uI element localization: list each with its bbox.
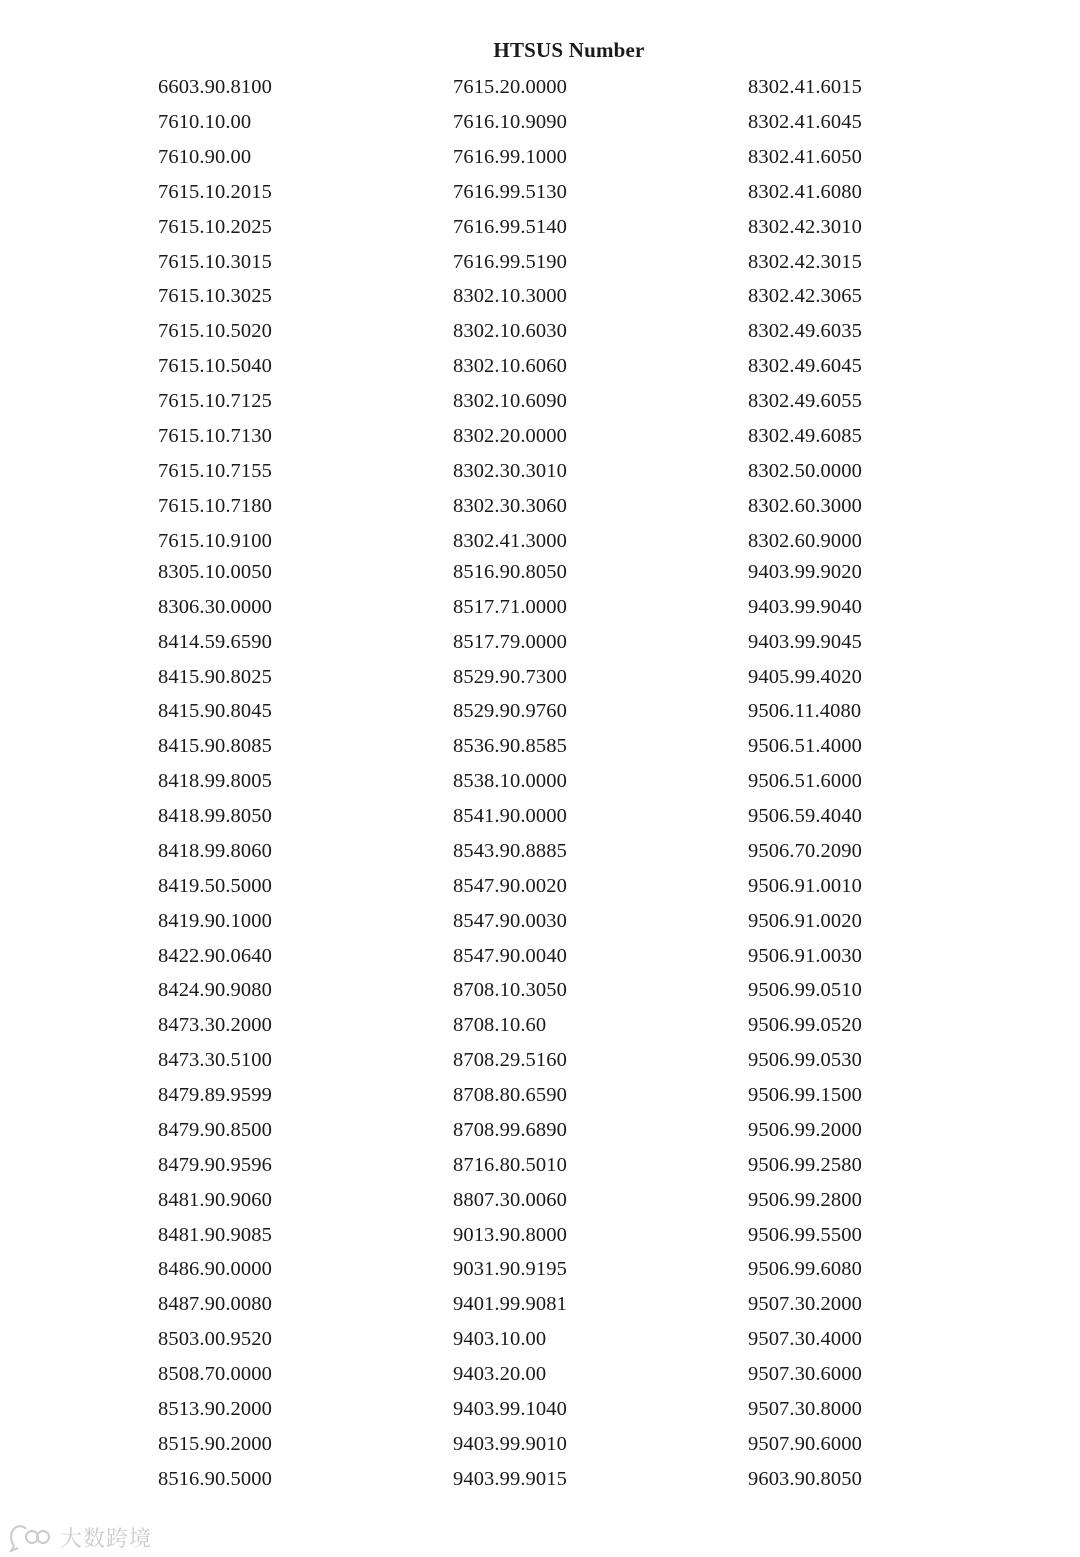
htsus-code-cell: 8302.10.6030 (453, 320, 567, 343)
htsus-code-cell: 8302.49.6085 (748, 425, 862, 447)
htsus-code-cell: 9506.91.0020 (748, 909, 862, 932)
htsus-code-cell: 7615.10.7125 (158, 390, 272, 413)
htsus-code-cell: 9405.99.4020 (748, 665, 862, 688)
htsus-code-cell: 8418.99.8050 (158, 805, 272, 828)
htsus-code-cell: 8517.71.0000 (453, 595, 567, 618)
htsus-code-cell: 7616.99.5190 (453, 250, 567, 273)
htsus-code-cell: 9403.99.9040 (748, 595, 862, 618)
htsus-code-cell: 9507.30.6000 (748, 1363, 862, 1385)
htsus-code-cell: 9506.99.2000 (748, 1118, 862, 1141)
htsus-code-cell: 9403.99.9045 (748, 630, 862, 653)
htsus-code-cell: 9403.99.1040 (453, 1397, 567, 1420)
htsus-code-cell: 8302.60.9000 (748, 529, 862, 552)
htsus-code-cell: 7610.90.00 (158, 145, 252, 168)
htsus-code-cell: 7615.10.2025 (158, 215, 272, 238)
htsus-code-cell: 9506.51.4000 (748, 735, 862, 758)
htsus-code-cell: 9013.90.8000 (453, 1223, 567, 1246)
htsus-code-cell: 9031.90.9195 (453, 1258, 567, 1281)
htsus-code-cell: 9506.51.6000 (748, 770, 862, 793)
htsus-code-cell: 9506.99.5500 (748, 1223, 862, 1246)
htsus-code-cell: 6603.90.8100 (158, 76, 272, 98)
htsus-code-cell: 9506.59.4040 (748, 805, 862, 828)
htsus-code-cell: 9507.30.4000 (748, 1328, 862, 1351)
htsus-code-cell: 8479.89.9599 (158, 1084, 272, 1107)
htsus-code-cell: 8547.90.0040 (453, 944, 567, 967)
htsus-code-cell: 9506.99.0520 (748, 1014, 862, 1037)
htsus-code-cell: 8708.10.3050 (453, 979, 567, 1002)
htsus-code-cell: 8529.90.9760 (453, 700, 567, 723)
htsus-code-cell: 8415.90.8045 (158, 700, 272, 723)
htsus-code-cell: 9403.99.9010 (453, 1432, 567, 1455)
htsus-code-cell: 8529.90.7300 (453, 665, 567, 688)
htsus-code-cell: 9603.90.8050 (748, 1467, 862, 1490)
htsus-code-cell: 8419.50.5000 (158, 874, 272, 897)
htsus-code-cell: 7615.10.7180 (158, 494, 272, 517)
htsus-code-cell: 8473.30.2000 (158, 1014, 272, 1037)
htsus-code-cell: 8708.10.60 (453, 1014, 547, 1037)
htsus-code-cell: 8415.90.8025 (158, 665, 272, 688)
htsus-code-cell: 9506.11.4080 (748, 700, 862, 723)
htsus-code-cell: 8536.90.8585 (453, 735, 567, 758)
htsus-code-cell: 8418.99.8060 (158, 839, 272, 862)
htsus-code-cell: 8516.90.5000 (158, 1467, 272, 1490)
htsus-code-cell: 7615.10.7130 (158, 425, 272, 447)
htsus-code-cell: 9506.91.0010 (748, 874, 862, 897)
htsus-code-cell: 8302.30.3010 (453, 459, 567, 482)
htsus-code-cell: 8541.90.0000 (453, 805, 567, 828)
htsus-code-cell: 7610.10.00 (158, 110, 252, 133)
htsus-code-cell: 7615.10.5040 (158, 355, 272, 378)
htsus-code-cell: 8708.29.5160 (453, 1049, 567, 1072)
htsus-code-cell: 7615.10.3025 (158, 285, 272, 308)
htsus-code-cell: 8543.90.8885 (453, 839, 567, 862)
htsus-code-cell: 8305.10.0050 (158, 561, 272, 583)
htsus-code-cell: 8302.41.3000 (453, 529, 567, 552)
htsus-code-cell: 8302.41.6080 (748, 180, 862, 203)
htsus-code-cell: 8302.20.0000 (453, 425, 567, 447)
htsus-code-cell: 9507.90.6000 (748, 1432, 862, 1455)
htsus-code-cell: 8302.30.3060 (453, 494, 567, 517)
htsus-code-cell: 9506.99.6080 (748, 1258, 862, 1281)
htsus-code-cell: 9403.20.00 (453, 1363, 547, 1385)
htsus-code-cell: 7616.10.9090 (453, 110, 567, 133)
htsus-code-cell: 7616.99.1000 (453, 145, 567, 168)
htsus-code-cell: 7615.20.0000 (453, 76, 567, 98)
htsus-code-cell: 9401.99.9081 (453, 1293, 567, 1316)
htsus-code-cell: 8708.80.6590 (453, 1084, 567, 1107)
watermark-text: 大数跨境 (60, 1526, 153, 1552)
htsus-code-cell: 7615.10.9100 (158, 529, 272, 552)
htsus-code-cell: 8302.42.3015 (748, 250, 862, 273)
htsus-code-cell: 7616.99.5140 (453, 215, 567, 238)
htsus-code-cell: 9403.99.9020 (748, 561, 862, 583)
htsus-code-cell: 8807.30.0060 (453, 1188, 567, 1211)
htsus-code-cell: 8481.90.9060 (158, 1188, 272, 1211)
htsus-code-cell: 8708.99.6890 (453, 1118, 567, 1141)
htsus-code-cell: 8414.59.6590 (158, 630, 272, 653)
htsus-code-cell: 9506.99.0510 (748, 979, 862, 1002)
htsus-code-cell: 8547.90.0030 (453, 909, 567, 932)
htsus-code-cell: 8302.10.3000 (453, 285, 567, 308)
htsus-code-cell: 9506.70.2090 (748, 839, 862, 862)
htsus-code-cell: 8547.90.0020 (453, 874, 567, 897)
htsus-code-cell: 8418.99.8005 (158, 770, 272, 793)
htsus-code-cell: 7616.99.5130 (453, 180, 567, 203)
htsus-code-cell: 9506.99.2800 (748, 1188, 862, 1211)
htsus-code-cell: 9506.99.0530 (748, 1049, 862, 1072)
htsus-code-cell: 7615.10.3015 (158, 250, 272, 273)
htsus-code-cell: 8515.90.2000 (158, 1432, 272, 1455)
htsus-code-cell: 8306.30.0000 (158, 595, 272, 618)
htsus-code-cell: 8302.41.6015 (748, 76, 862, 98)
htsus-code-cell: 7615.10.2015 (158, 180, 272, 203)
htsus-code-cell: 8538.10.0000 (453, 770, 567, 793)
htsus-code-cell: 8479.90.9596 (158, 1153, 272, 1176)
htsus-code-cell: 9403.10.00 (453, 1328, 547, 1351)
htsus-code-cell: 8415.90.8085 (158, 735, 272, 758)
watermark-logo-icon (8, 1522, 52, 1552)
htsus-code-cell: 8517.79.0000 (453, 630, 567, 653)
page-title: HTSUS Number (493, 38, 645, 62)
htsus-code-cell: 9507.30.8000 (748, 1397, 862, 1420)
htsus-code-cell: 8516.90.8050 (453, 561, 567, 583)
htsus-code-cell: 8302.41.6045 (748, 110, 862, 133)
htsus-code-cell: 8503.00.9520 (158, 1328, 272, 1351)
htsus-code-cell: 8487.90.0080 (158, 1293, 272, 1316)
watermark (8, 1519, 152, 1555)
htsus-code-cell: 8302.42.3010 (748, 215, 862, 238)
htsus-code-cell: 9403.99.9015 (453, 1467, 567, 1490)
htsus-code-cell: 7615.10.7155 (158, 459, 272, 482)
htsus-code-cell: 8302.49.6045 (748, 355, 862, 378)
htsus-code-cell: 8302.60.3000 (748, 494, 862, 517)
htsus-code-cell: 8481.90.9085 (158, 1223, 272, 1246)
htsus-code-cell: 8479.90.8500 (158, 1118, 272, 1141)
htsus-code-cell: 8419.90.1000 (158, 909, 272, 932)
htsus-code-cell: 8302.42.3065 (748, 285, 862, 308)
htsus-code-cell: 8422.90.0640 (158, 944, 272, 967)
htsus-code-cell: 9506.99.2580 (748, 1153, 862, 1176)
htsus-code-cell: 8513.90.2000 (158, 1397, 272, 1420)
htsus-code-cell: 8302.10.6060 (453, 355, 567, 378)
htsus-code-cell: 9506.91.0030 (748, 944, 862, 967)
htsus-code-cell: 9506.99.1500 (748, 1084, 862, 1107)
htsus-code-cell: 8302.49.6035 (748, 320, 862, 343)
htsus-code-cell: 8302.10.6090 (453, 390, 567, 413)
htsus-code-cell: 8486.90.0000 (158, 1258, 272, 1281)
htsus-code-cell: 9507.30.2000 (748, 1293, 862, 1316)
htsus-code-cell: 8424.90.9080 (158, 979, 272, 1002)
htsus-code-cell: 8508.70.0000 (158, 1363, 272, 1385)
htsus-code-cell: 8473.30.5100 (158, 1049, 272, 1072)
htsus-code-cell: 8302.49.6055 (748, 390, 862, 413)
htsus-code-cell: 7615.10.5020 (158, 320, 272, 343)
htsus-code-cell: 8302.50.0000 (748, 459, 862, 482)
htsus-code-cell: 8716.80.5010 (453, 1153, 567, 1176)
htsus-code-cell: 8302.41.6050 (748, 145, 862, 168)
